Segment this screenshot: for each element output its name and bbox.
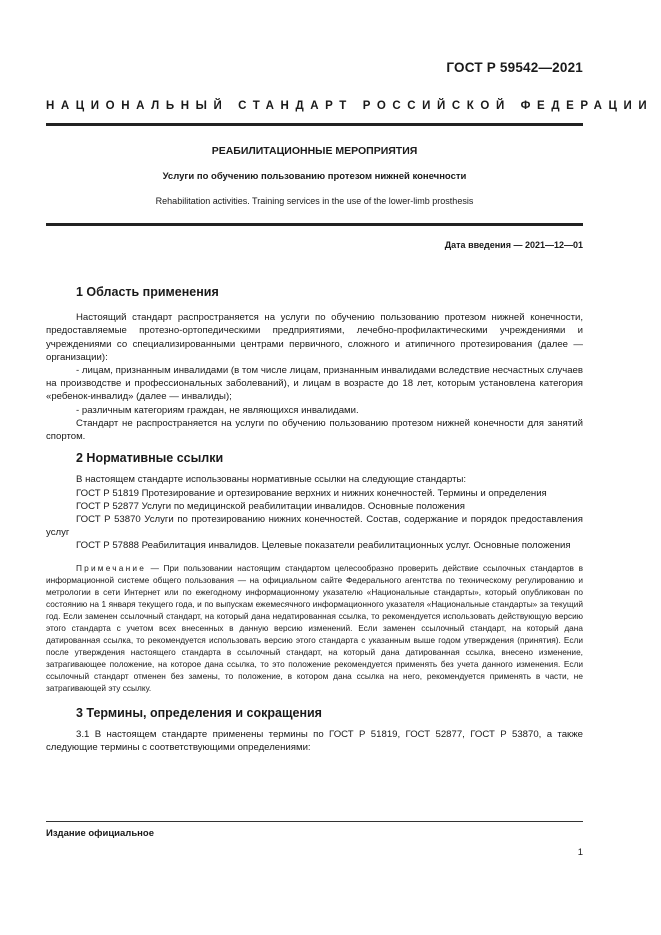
normative-reference: ГОСТ Р 57888 Реабилитация инвалидов. Целевые показатели реабилитационных услуг. Основные положения	[76, 540, 571, 552]
section-3-heading: 3 Термины, определения и сокращения	[76, 705, 322, 720]
normative-reference: ГОСТ Р 52877 Услуги по медицинской реабилитации инвалидов. Основные положения	[76, 500, 465, 512]
official-edition-label: Издание официальное	[46, 828, 154, 839]
national-standard-banner: НАЦИОНАЛЬНЫЙ СТАНДАРТ РОССИЙСКОЙ ФЕДЕРАЦИИ	[46, 100, 654, 112]
section-1-paragraph: Стандарт не распространяется на услуги по обучению пользованию протезом нижней конечности для занятий спортом.	[46, 417, 583, 443]
section-1-heading: 1 Область применения	[76, 285, 219, 299]
section-2-paragraph: В настоящем стандарте использованы нормативные ссылки на следующие стандарты:	[76, 474, 467, 486]
top-divider	[46, 123, 583, 126]
reference-note	[46, 562, 583, 694]
section-3-paragraph: 3.1 В настоящем стандарте применены термины по ГОСТ Р 51819, ГОСТ 52877, ГОСТ Р 53870, а также следующие термины с соответствующими определениями:	[46, 728, 583, 754]
section-1-paragraph: - лицам, признанным инвалидами (в том числе лицам, признанным инвалидами вследствие несчастных случаев на производстве и профессиональных заболеваний), и лицам в возрасте до 18 лет, которым установлена категория «ребенок-инвалид» (далее — инвалиды);	[46, 365, 583, 403]
footer-divider	[46, 821, 583, 822]
section-1-paragraph: - различным категориям граждан, не являющихся инвалидами.	[76, 404, 359, 416]
normative-reference: ГОСТ Р 53870 Услуги по протезированию нижних конечностей. Состав, содержание и порядок предоставления услуг	[46, 514, 583, 539]
standard-code: ГОСТ Р 59542—2021	[446, 60, 583, 75]
note-text: — При пользовании настоящим стандартом целесообразно проверить действие ссылочных стандартов в информационной системе общего пользования — на официальном сайте Федерального агентства по техническому регулированию и метрологии в сети Интернет или по ежегодному информационному указателю «Национальные стандарты», который опубликован по состоянию на 1 января текущего года, и по выпускам ежемесячного информационного указателя «Национальные стандарты» за текущий год. Если заменен ссылочный стандарт, на который дана недатированная ссылка, то рекомендуется использовать действующую версию этого стандарта с учетом всех внесенных в данную версию изменений. Если заменен ссылочный стандарт, на который дана датированная ссылка, то рекомендуется использовать версию этого стандарта с указанным выше годом утверждения (принятия). Если после утверждения настоящего стандарта в ссылочный стандарт, на который дана датированная ссылка, внесено изменение, затрагивающее положение, на которое дана ссылка, то это положение рекомендуется применять без учета данного изменения. Если ссылочный стандарт отменен без замены, то положение, в котором дана ссылка на него, рекомендуется применять в части, не затрагивающей эту ссылку.	[46, 562, 583, 693]
title-divider	[46, 223, 583, 226]
document-title-english: Rehabilitation activities. Training services in the use of the lower-limb prosthesis	[155, 196, 474, 206]
section-2-heading: 2 Нормативные ссылки	[76, 451, 224, 466]
normative-reference: ГОСТ Р 51819 Протезирование и ортезирование верхних и нижних конечностей. Термины и определения	[76, 487, 547, 499]
note-label: Примечание	[76, 562, 147, 573]
section-1-paragraph: Настоящий стандарт распространяется на услуги по обучению пользованию протезом нижней конечности, предоставляемые протезно-ортопедическими предприятиями, лечебно-профилактическими учреждениями и учреждениями со специализированными центрами первичного, сложного и атипичного протезирования (далее — организации):	[46, 312, 583, 363]
introduction-date: Дата введения — 2021—12—01	[444, 240, 583, 250]
document-subtitle: Услуги по обучению пользованию протезом нижней конечности	[162, 171, 467, 182]
document-title: РЕАБИЛИТАЦИОННЫЕ МЕРОПРИЯТИЯ	[211, 145, 418, 157]
page-number: 1	[577, 847, 583, 858]
document-body	[46, 286, 583, 754]
